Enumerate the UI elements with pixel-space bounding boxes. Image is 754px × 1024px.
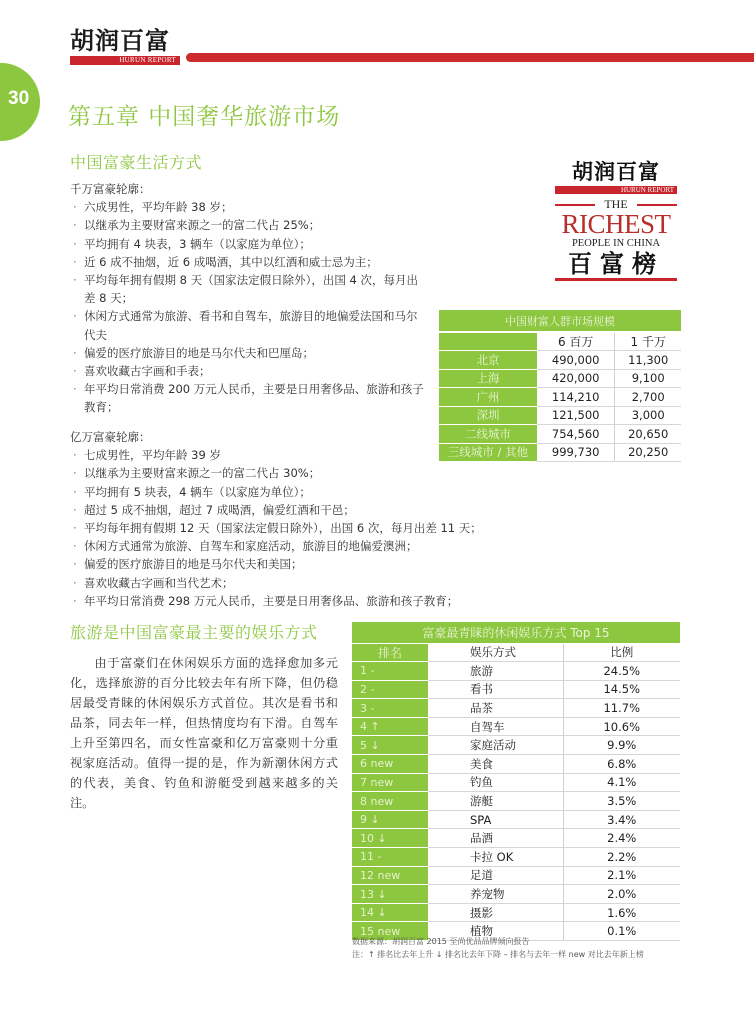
activity-cell: 游艇 — [428, 792, 563, 811]
value-cell: 121,500 — [537, 406, 615, 425]
column-header: 娱乐方式 — [428, 643, 563, 662]
rank-cell: 12 new — [352, 866, 428, 885]
column-header: 排名 — [352, 643, 428, 662]
list-item: · 休闲方式通常为旅游、自驾车和家庭活动，旅游目的地偏爱澳洲； — [70, 537, 510, 555]
richest-logo-cn2: 百富榜 — [568, 250, 664, 278]
table-row — [352, 903, 680, 922]
list-item: · 偏爱的医疗旅游目的地是马尔代夫和美国； — [70, 555, 510, 573]
city-cell: 北京 — [439, 351, 537, 370]
value-cell: 2,700 — [615, 388, 681, 407]
activity-cell: 旅游 — [428, 662, 563, 681]
value-cell: 754,560 — [537, 425, 615, 444]
profile-heading: 亿万富豪轮廓： — [70, 430, 151, 444]
percent-cell: 4.1% — [563, 773, 680, 792]
profile-ten-million — [70, 180, 432, 417]
table-row — [352, 792, 680, 811]
list-item: · 以继承为主要财富来源之一的富二代占 25%； — [70, 216, 432, 234]
list-item: · 六成男性，平均年龄 38 岁； — [70, 198, 432, 216]
value-cell: 20,250 — [615, 443, 681, 462]
table-row — [352, 662, 680, 681]
list-item: · 年平均日常消费 298 万元人民币，主要是日用奢侈品、旅游和孩子教育； — [70, 592, 510, 610]
table-row — [352, 848, 680, 867]
list-item: · 超过 5 成不抽烟，超过 7 成喝酒，偏爱红酒和干邑； — [70, 501, 510, 519]
list-item: · 以继承为主要财富来源之一的富二代占 30%； — [70, 464, 510, 482]
legend-note: 注：↑ 排名比去年上升 ↓ 排名比去年下降 – 排名与去年一样 new 对比去年新上榜 — [352, 950, 644, 959]
activity-cell: 卡拉 OK — [428, 848, 563, 867]
chapter-title: 第五章 中国奢华旅游市场 — [68, 104, 341, 130]
table-row — [352, 773, 680, 792]
rank-cell: 4 ↑ — [352, 717, 428, 736]
leisure-paragraph — [70, 653, 338, 813]
logo-cn-text: 胡润百富 — [70, 27, 170, 55]
list-item: · 近 6 成不抽烟，近 6 成喝酒，其中以红酒和威士忌为主； — [70, 253, 432, 271]
value-cell: 20,650 — [615, 425, 681, 444]
list-item: · 喜欢收藏古字画和手表； — [70, 362, 432, 380]
city-cell: 三线城市 / 其他 — [439, 443, 537, 462]
richest-logo-sub: PEOPLE IN CHINA — [571, 238, 661, 249]
table-row — [352, 717, 680, 736]
value-cell: 3,000 — [615, 406, 681, 425]
city-cell: 上海 — [439, 369, 537, 388]
table-row — [352, 866, 680, 885]
richest-logo-cn: 胡润百富 — [572, 160, 660, 184]
table-row — [352, 699, 680, 718]
rank-cell: 10 ↓ — [352, 829, 428, 848]
list-item: · 七成男性，平均年龄 39 岁 — [70, 446, 510, 464]
richest-logo-big: RICHEST — [561, 209, 671, 239]
page-number: 30 — [8, 88, 30, 109]
activity-cell: 钓鱼 — [428, 773, 563, 792]
column-header: 1 千万 — [615, 332, 681, 351]
activity-cell: 家庭活动 — [428, 736, 563, 755]
richest-people-logo — [555, 160, 677, 281]
table-row — [352, 885, 680, 904]
city-cell: 二线城市 — [439, 425, 537, 444]
activity-cell: 养宠物 — [428, 885, 563, 904]
logo-en-text: HURUN REPORT — [70, 56, 180, 65]
value-cell: 114,210 — [537, 388, 615, 407]
percent-cell: 1.6% — [563, 903, 680, 922]
rank-cell: 5 ↓ — [352, 736, 428, 755]
paragraph-text: 由于富豪们在休闲娱乐方面的选择愈加多元化，选择旅游的百分比较去年有所下降，但仍稳居最受青睐的休闲娱乐方式首位。其次是看书和品茶，同去年一样，但热情度均有下滑。自驾车上升至第四名，而女性富豪和亿万富豪则十分重视家庭活动。值得一提的是，作为新潮休闲方式的代表，美食、钓鱼和游艇受到越来越多的关注。 — [70, 656, 338, 810]
rank-cell: 8 new — [352, 792, 428, 811]
profile-list — [70, 446, 510, 610]
activity-cell: 足道 — [428, 866, 563, 885]
table-caption: 富豪最青睐的休闲娱乐方式 Top 15 — [352, 622, 680, 643]
value-cell: 999,730 — [537, 443, 615, 462]
rank-cell: 13 ↓ — [352, 885, 428, 904]
column-header: 6 百万 — [537, 332, 615, 351]
percent-cell: 14.5% — [563, 680, 680, 699]
list-item: · 休闲方式通常为旅游、看书和自驾车，旅游目的地偏爱法国和马尔代夫 — [70, 307, 432, 343]
percent-cell: 6.8% — [563, 755, 680, 774]
value-cell: 11,300 — [615, 351, 681, 370]
activity-cell: 摄影 — [428, 903, 563, 922]
rank-cell: 3 - — [352, 699, 428, 718]
activity-cell: 品茶 — [428, 699, 563, 718]
section-title-leisure: 旅游是中国富豪最主要的娱乐方式 — [70, 623, 318, 642]
rank-cell: 7 new — [352, 773, 428, 792]
percent-cell: 11.7% — [563, 699, 680, 718]
table-row — [352, 829, 680, 848]
percent-cell: 9.9% — [563, 736, 680, 755]
percent-cell: 0.1% — [563, 922, 680, 941]
column-header — [439, 332, 537, 351]
column-header: 比例 — [563, 643, 680, 662]
leisure-top15-table — [352, 622, 680, 941]
rank-cell: 2 - — [352, 680, 428, 699]
percent-cell: 2.0% — [563, 885, 680, 904]
table-notes — [352, 935, 644, 961]
percent-cell: 24.5% — [563, 662, 680, 681]
value-cell: 490,000 — [537, 351, 615, 370]
value-cell: 9,100 — [615, 369, 681, 388]
table-row — [439, 406, 681, 425]
list-item: · 平均拥有 4 块表，3 辆车（以家庭为单位）； — [70, 235, 432, 253]
activity-cell: 植物 — [428, 922, 563, 941]
activity-cell: 看书 — [428, 680, 563, 699]
table-row — [352, 810, 680, 829]
percent-cell: 10.6% — [563, 717, 680, 736]
profile-list — [70, 198, 432, 416]
rank-cell: 9 ↓ — [352, 810, 428, 829]
profile-hundred-million — [70, 428, 510, 610]
rank-cell: 15 new — [352, 922, 428, 941]
list-item: · 年平均日常消费 200 万元人民币，主要是日用奢侈品、旅游和孩子教育； — [70, 380, 432, 416]
city-cell: 深圳 — [439, 406, 537, 425]
table-header-row — [352, 643, 680, 662]
table-row — [439, 388, 681, 407]
rank-cell: 6 new — [352, 755, 428, 774]
table-caption: 中国财富人群市场规模 — [439, 310, 681, 332]
table-row — [352, 680, 680, 699]
city-cell: 广州 — [439, 388, 537, 407]
header-red-bar — [186, 53, 754, 62]
rank-cell: 14 ↓ — [352, 903, 428, 922]
activity-cell: SPA — [428, 810, 563, 829]
list-item: · 平均每年拥有假期 12 天（国家法定假日除外），出国 6 次，每月出差 11 天； — [70, 519, 510, 537]
rank-cell: 11 - — [352, 848, 428, 867]
percent-cell: 2.2% — [563, 848, 680, 867]
list-item: · 平均每年拥有假期 8 天（国家法定假日除外），出国 4 次，每月出差 8 天； — [70, 271, 432, 307]
percent-cell: 3.4% — [563, 810, 680, 829]
table-row — [439, 351, 681, 370]
richest-logo-the: THE — [555, 197, 677, 211]
list-item: · 偏爱的医疗旅游目的地是马尔代夫和巴厘岛； — [70, 344, 432, 362]
activity-cell: 品酒 — [428, 829, 563, 848]
activity-cell: 美食 — [428, 755, 563, 774]
hurun-logo — [70, 28, 180, 65]
table-row — [352, 736, 680, 755]
value-cell: 420,000 — [537, 369, 615, 388]
percent-cell: 3.5% — [563, 792, 680, 811]
rank-cell: 1 - — [352, 662, 428, 681]
profile-heading: 千万富豪轮廓： — [70, 182, 151, 196]
table-row — [352, 755, 680, 774]
list-item: · 喜欢收藏古字画和当代艺术； — [70, 574, 510, 592]
percent-cell: 2.4% — [563, 829, 680, 848]
table-header-row — [439, 332, 681, 351]
richest-logo-en: HURUN REPORT — [555, 186, 677, 194]
activity-cell: 自驾车 — [428, 717, 563, 736]
richest-logo-bottom-bar — [555, 278, 677, 281]
list-item: · 平均拥有 5 块表，4 辆车（以家庭为单位）； — [70, 483, 510, 501]
section-title-lifestyle: 中国富豪生活方式 — [70, 153, 203, 172]
table-row — [439, 369, 681, 388]
percent-cell: 2.1% — [563, 866, 680, 885]
data-source: 数据来源：胡润百富 2015 至尚优品品牌倾向报告 — [352, 937, 530, 946]
